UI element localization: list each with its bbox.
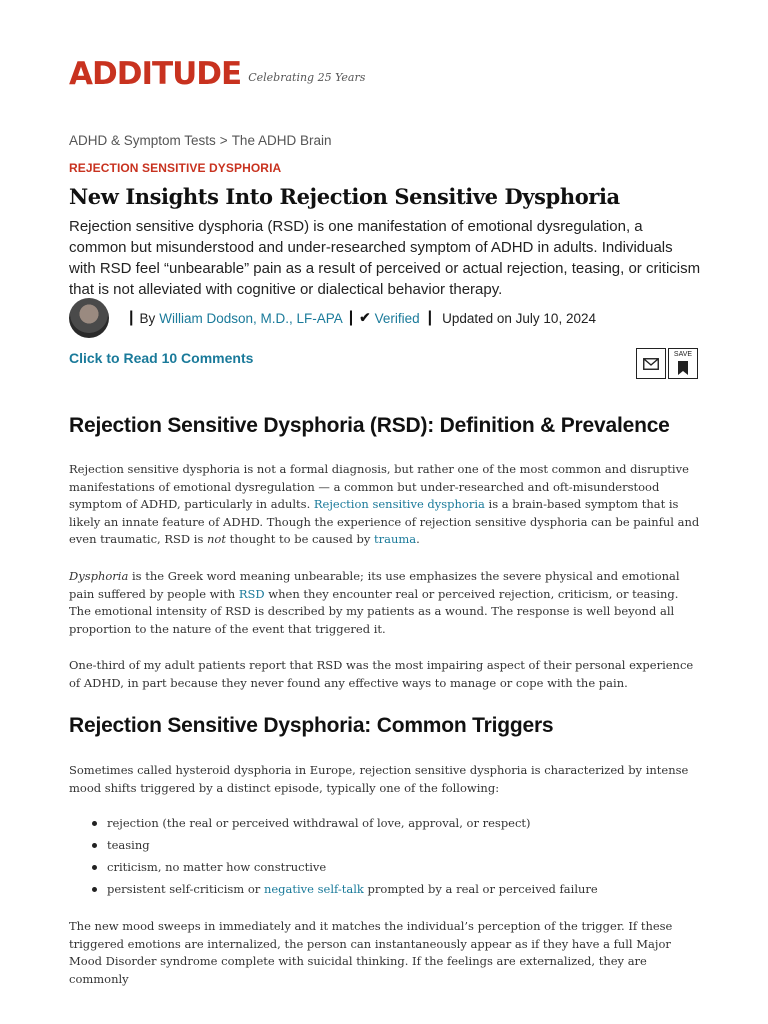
site-header: [69, 58, 365, 90]
byline-divider: |: [427, 309, 433, 326]
list-item: rejection (the real or perceived withdrawal of love, approval, or respect): [92, 815, 598, 837]
section-heading-definition: Rejection Sensitive Dysphoria (RSD): Definition & Prevalence: [69, 414, 670, 437]
site-tagline: Celebrating 25 Years: [248, 71, 366, 84]
byline-divider: |: [129, 309, 134, 326]
breadcrumb-item-adhd-brain[interactable]: The ADHD Brain: [231, 133, 332, 148]
article-summary: Rejection sensitive dysphoria (RSD) is one manifestation of emotional dysregulation, a common but misunderstood and under-researched symptom of ADHD in adults. Individuals with RSD feel “unbearable” pain as a result of perceived or actual rejection, teasing, or criticism that is not alleviated with cognitive or dialectical behavior therapy.: [69, 218, 701, 298]
envelope-icon: [643, 358, 659, 370]
article-actions: [636, 348, 698, 379]
paragraph-prevalence: One-third of my adult patients report that RSD was the most impairing aspect of their personal experience of ADHD, in part because they never found any effective ways to manage or cope with the pain.: [69, 658, 694, 690]
byline-by: By: [139, 310, 156, 326]
list-item: persistent self-criticism or negative self-talk prompted by a real or perceived failure: [92, 881, 598, 903]
site-logo[interactable]: ADDITUDE: [69, 56, 242, 92]
save-label: SAVE: [673, 351, 693, 358]
triggers-list: [92, 815, 598, 903]
byline: [69, 297, 596, 339]
paragraph-definition: Rejection sensitive dysphoria is not a formal diagnosis, but rather one of the most common and disruptive manifestations of emotional dysregulation — a common but under-researched and oft-misunderstood symptom of ADHD, particularly in adults. Rejection sensitive dysphoria is a brain-based symptom that is likely an innate feature of ADHD. Though the experience of rejection sensitive dysphoria can be painful and even traumatic, RSD is not thought to be caused by trauma.: [69, 462, 700, 547]
breadcrumb-item-symptom-tests[interactable]: ADHD & Symptom Tests: [69, 133, 216, 148]
negative-self-talk-link[interactable]: negative self-talk: [263, 882, 364, 896]
save-button[interactable]: [668, 348, 698, 379]
section-heading-triggers: Rejection Sensitive Dysphoria: Common Triggers: [69, 714, 554, 737]
byline-divider: |: [348, 309, 354, 326]
paragraph-triggers-intro: Sometimes called hysteroid dysphoria in Europe, rejection sensitive dysphoria is characterized by intense mood shifts triggered by a distinct episode, typically one of the following:: [69, 763, 689, 795]
trauma-link[interactable]: trauma: [374, 532, 417, 547]
author-avatar: [69, 298, 109, 338]
email-share-button[interactable]: [636, 348, 666, 379]
verified-link[interactable]: Verified: [374, 310, 420, 326]
list-item: criticism, no matter how constructive: [92, 859, 598, 881]
checkmark-icon: ✔: [359, 310, 371, 325]
article-category[interactable]: REJECTION SENSITIVE DYSPHORIA: [69, 161, 282, 175]
updated-date: Updated on July 10, 2024: [442, 310, 596, 326]
list-item: teasing: [92, 837, 598, 859]
paragraph-dysphoria-meaning: Dysphoria is the Greek word meaning unbearable; its use emphasizes the severe physical and emotional pain suffered by people with RSD when they encounter real or perceived rejection, criticism, or teasing. The emotional intensity of RSD is described by my patients as a wound. The response is well beyond all proportion to the nature of the event that triggered it.: [69, 569, 680, 636]
rsd-link[interactable]: Rejection sensitive dysphoria: [313, 497, 485, 512]
rsd-inline-link[interactable]: RSD: [238, 586, 265, 601]
breadcrumb-separator: >: [219, 133, 228, 148]
article-title: New Insights Into Rejection Sensitive Dysphoria: [69, 184, 620, 209]
author-link[interactable]: William Dodson, M.D., LF-APA: [159, 310, 343, 326]
bookmark-icon: [678, 361, 688, 375]
breadcrumb: [69, 133, 331, 148]
read-comments-link[interactable]: Click to Read 10 Comments: [69, 350, 254, 366]
paragraph-mood-shift: The new mood sweeps in immediately and it matches the individual’s perception of the trigger. If these triggered emotions are internalized, the person can instantaneously appear as if they have a full Major Mood Disorder syndrome complete with suicidal thinking. If the feelings are externalized, they are commonly: [69, 919, 673, 986]
